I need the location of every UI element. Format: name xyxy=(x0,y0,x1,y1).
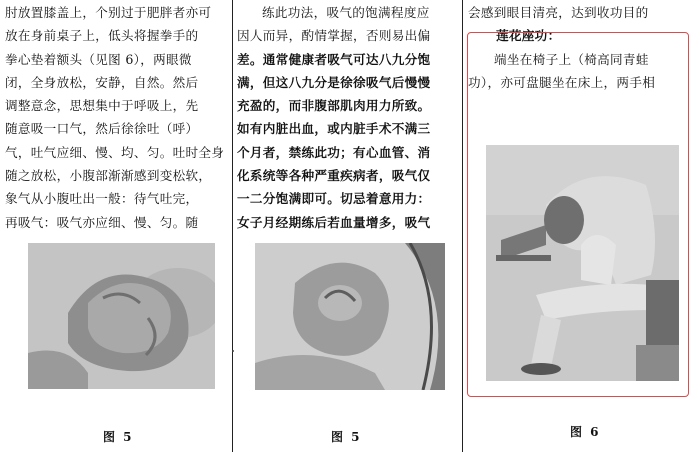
text-line: 差。通常健康者吸气可达八九分饱 xyxy=(237,51,431,67)
text-line: 充盈的，而非腹部肌肉用力所致。 xyxy=(237,98,431,114)
hands-illustration xyxy=(28,243,215,389)
text-line: 象气从小腹吐出一般：待气吐完， xyxy=(5,191,199,207)
text-line: 一二分饱满即可。切忌着意用力： xyxy=(237,191,431,207)
text-line: 会感到眼目清亮，达到收功目的 xyxy=(468,5,649,20)
figure-5-caption: 图 5 xyxy=(103,430,134,444)
text-line: 因人而异，酌情掌握，否则易出偏 xyxy=(237,28,431,44)
text-line: 练此功法，吸气的饱满程度应 xyxy=(262,5,430,20)
section-heading: 莲花座功： xyxy=(496,28,561,44)
text-line: 端坐在椅子上（椅高同青蛙 xyxy=(494,51,649,67)
text-line: 放在身前桌子上，低头将握拳手的 xyxy=(5,28,199,44)
text-line: 调整意念，思想集中于呼吸上，先 xyxy=(5,98,199,114)
text-line: 拳心垫着额头（见图 6），两眼微 xyxy=(5,51,192,67)
text-line: 随之放松，小腹部渐渐感到变松软， xyxy=(5,168,212,184)
fist-illustration xyxy=(255,243,445,390)
text-line: 化系统等各种严重疾病者，吸气仅 xyxy=(237,168,431,184)
text-line: 再吸气：吸气亦应细、慢、匀。随 xyxy=(5,214,199,230)
page-column-1 xyxy=(0,0,233,452)
text-line: 功），亦可盘腿坐在床上，两手相 xyxy=(468,74,656,90)
text-line: 气，吐气应细、慢、均、匀。吐时全身 xyxy=(5,144,225,160)
text-line: 满，但这八九分是徐徐吸气后慢慢 xyxy=(237,74,431,90)
figure-6-caption: 图 6 xyxy=(570,425,601,439)
figure-5b-caption: 图 5 xyxy=(331,430,362,444)
page-column-2 xyxy=(233,0,463,452)
figure-5-hands-photo xyxy=(28,243,215,389)
column-1-text xyxy=(5,1,233,234)
text-line: 如有内脏出血，或内脏手术不满三 xyxy=(237,121,431,137)
text-line: 女子月经期练后若血量增多，吸气 xyxy=(237,214,431,230)
highlight-box xyxy=(467,32,689,397)
text-line: 个月者，禁练此功；有心血管、消 xyxy=(237,144,431,160)
text-line: 闭，全身放松，安静，自然。然后 xyxy=(5,74,199,90)
column-2-text xyxy=(237,1,463,234)
text-line: 随意吸一口气，然后徐徐吐（呼） xyxy=(5,121,199,137)
figure-5-fist-photo xyxy=(255,243,445,390)
text-line: 肘放置膝盖上，个别过于肥胖者亦可 xyxy=(5,5,212,20)
